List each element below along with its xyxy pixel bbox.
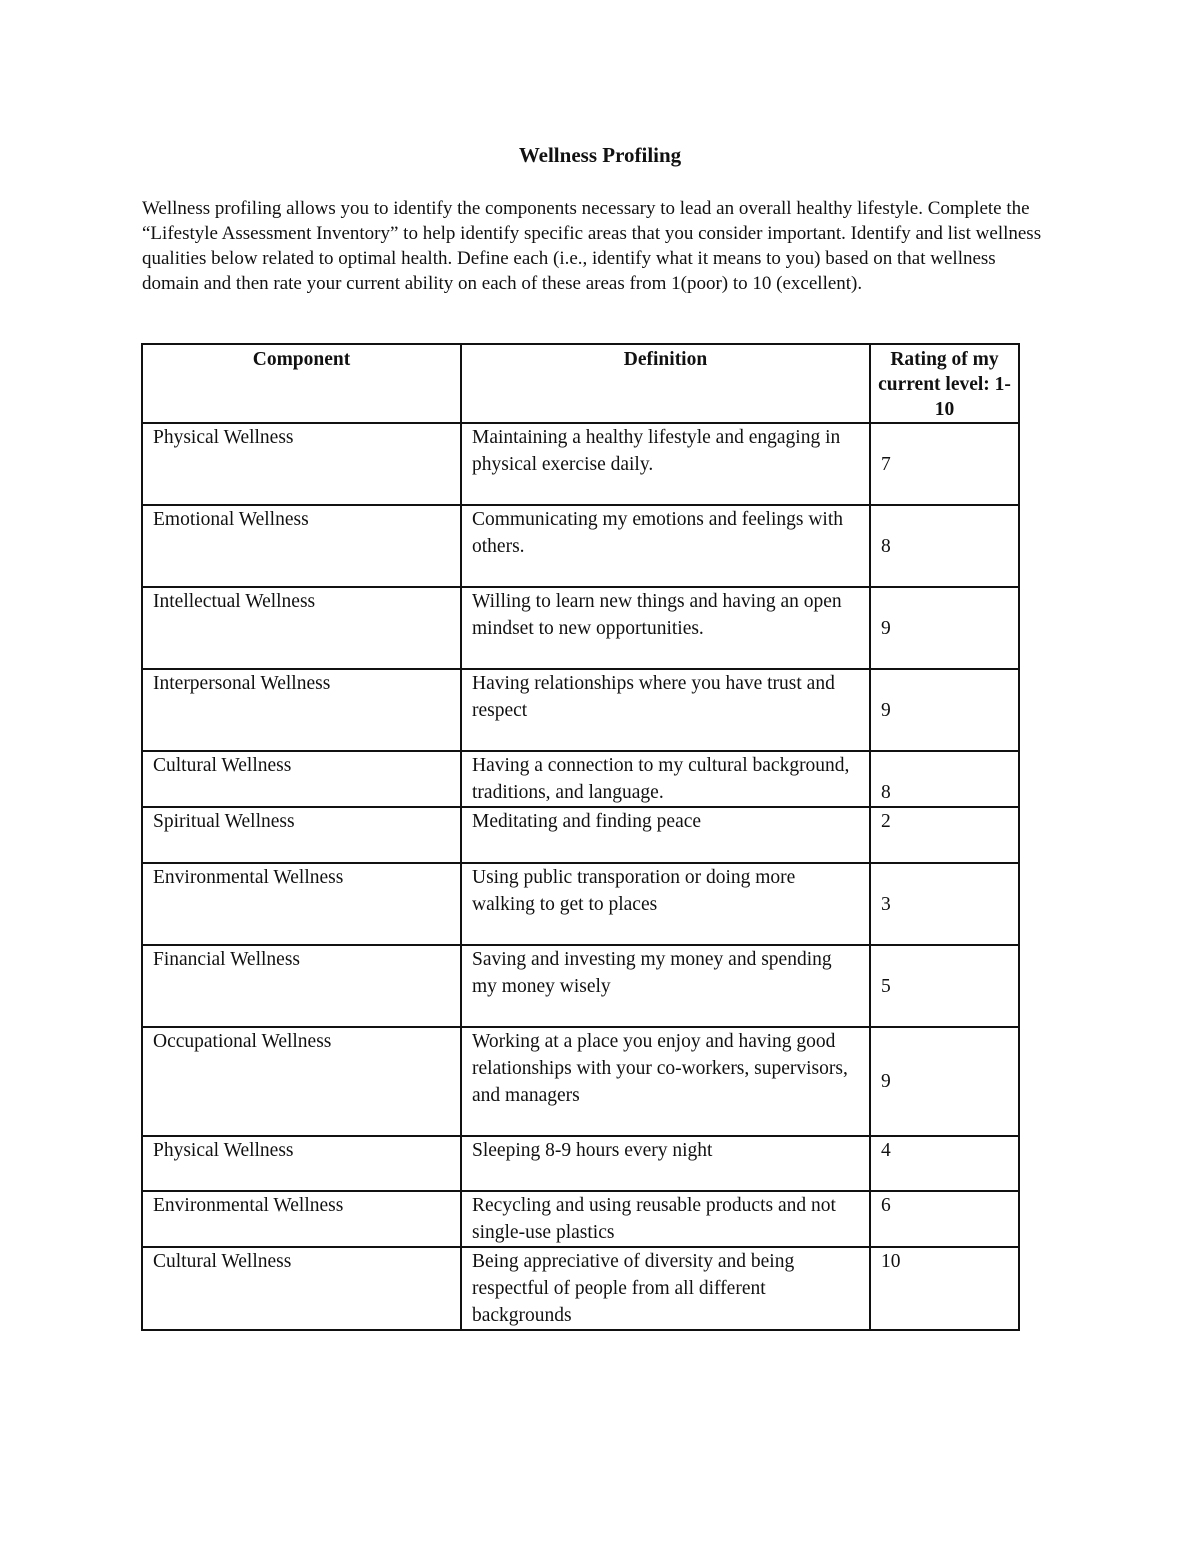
definition-cell: Recycling and using reusable products and not single-use plastics xyxy=(461,1191,870,1247)
definition-cell: Meditating and finding peace xyxy=(461,807,870,863)
definition-cell: Having relationships where you have trust and respect xyxy=(461,669,870,751)
definition-cell: Sleeping 8-9 hours every night xyxy=(461,1136,870,1191)
header-rating: Rating of my current level: 1-10 xyxy=(870,344,1019,423)
component-cell: Physical Wellness xyxy=(142,423,461,505)
header-component: Component xyxy=(142,344,461,423)
component-cell: Emotional Wellness xyxy=(142,505,461,587)
table-row xyxy=(142,1247,1019,1330)
rating-cell: 5 xyxy=(870,945,1019,1027)
component-cell: Physical Wellness xyxy=(142,1136,461,1191)
rating-cell: 3 xyxy=(870,863,1019,945)
rating-cell: 8 xyxy=(870,751,1019,807)
definition-cell: Being appreciative of diversity and being respectful of people from all different backgrounds xyxy=(461,1247,870,1330)
component-cell: Intellectual Wellness xyxy=(142,587,461,669)
intro-paragraph: Wellness profiling allows you to identify the components necessary to lead an overall healthy lifestyle. Complete the “Lifestyle Assessment Inventory” to help identify specific areas that you consider important. Identify and list wellness qualities below related to optimal health. Define each (i.e., identify what it means to you) based on that wellness domain and then rate your current ability on each of these areas from 1(poor) to 10 (excellent). xyxy=(142,198,1042,294)
table-row xyxy=(142,1191,1019,1247)
wellness-table xyxy=(141,343,1020,1331)
component-cell: Spiritual Wellness xyxy=(142,807,461,863)
definition-cell: Saving and investing my money and spending my money wisely xyxy=(461,945,870,1027)
table-row xyxy=(142,669,1019,751)
table-row xyxy=(142,1027,1019,1136)
rating-cell: 6 xyxy=(870,1191,1019,1247)
table-row xyxy=(142,807,1019,863)
rating-cell: 9 xyxy=(870,669,1019,751)
component-cell: Interpersonal Wellness xyxy=(142,669,461,751)
table-row xyxy=(142,423,1019,505)
page-title: Wellness Profiling xyxy=(518,143,682,167)
definition-cell: Communicating my emotions and feelings with others. xyxy=(461,505,870,587)
header-definition: Definition xyxy=(461,344,870,423)
component-cell: Environmental Wellness xyxy=(142,863,461,945)
definition-cell: Having a connection to my cultural background, traditions, and language. xyxy=(461,751,870,807)
table-row xyxy=(142,587,1019,669)
table-header-row xyxy=(142,344,1019,423)
rating-cell: 9 xyxy=(870,587,1019,669)
definition-cell: Maintaining a healthy lifestyle and engaging in physical exercise daily. xyxy=(461,423,870,505)
definition-cell: Willing to learn new things and having an open mindset to new opportunities. xyxy=(461,587,870,669)
component-cell: Cultural Wellness xyxy=(142,1247,461,1330)
component-cell: Cultural Wellness xyxy=(142,751,461,807)
rating-cell: 7 xyxy=(870,423,1019,505)
component-cell: Environmental Wellness xyxy=(142,1191,461,1247)
table-row xyxy=(142,863,1019,945)
component-cell: Occupational Wellness xyxy=(142,1027,461,1136)
table-row xyxy=(142,945,1019,1027)
definition-cell: Working at a place you enjoy and having good relationships with your co-workers, supervisors, and managers xyxy=(461,1027,870,1136)
rating-cell: 2 xyxy=(870,807,1019,863)
component-cell: Financial Wellness xyxy=(142,945,461,1027)
definition-cell: Using public transporation or doing more walking to get to places xyxy=(461,863,870,945)
rating-cell: 8 xyxy=(870,505,1019,587)
table-row xyxy=(142,505,1019,587)
table-row xyxy=(142,1136,1019,1191)
rating-cell: 10 xyxy=(870,1247,1019,1330)
rating-cell: 9 xyxy=(870,1027,1019,1136)
table-row xyxy=(142,751,1019,807)
rating-cell: 4 xyxy=(870,1136,1019,1191)
